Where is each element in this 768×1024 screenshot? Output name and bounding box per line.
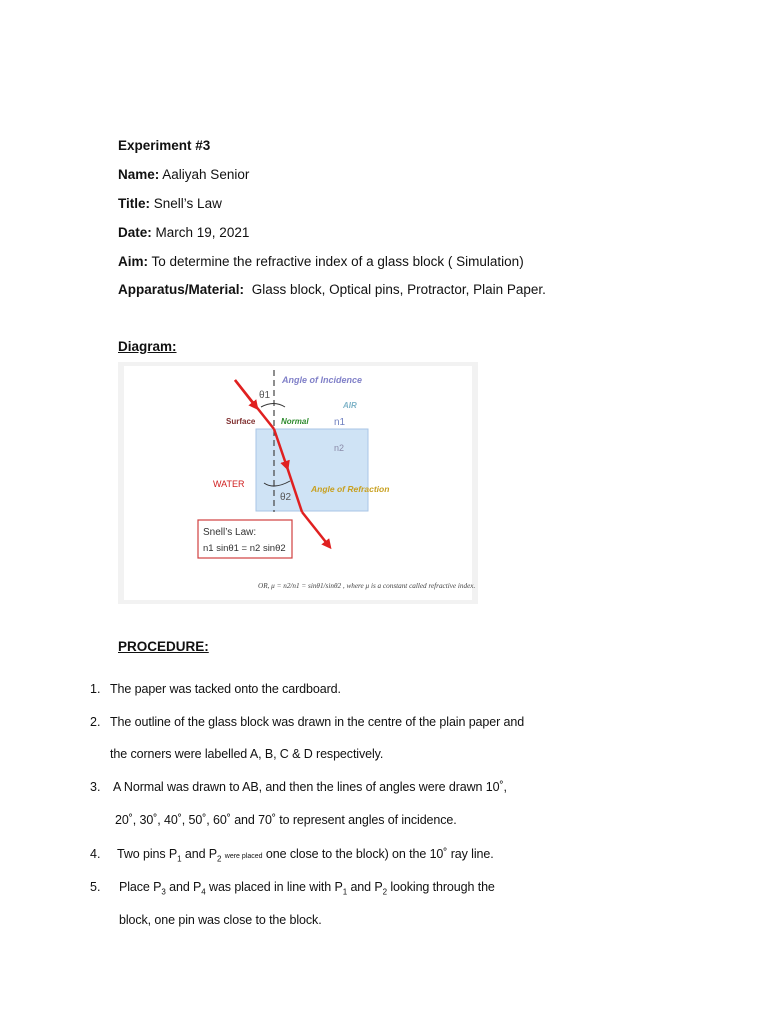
- step-1-text: The paper was tacked onto the cardboard.: [110, 682, 341, 696]
- date-line: [118, 224, 249, 242]
- angle-refraction-label: Angle of Refraction: [311, 484, 390, 494]
- apparatus-value: Glass block, Optical pins, Protractor, Plain Paper.: [251, 282, 546, 297]
- step-5-number: 5.: [90, 880, 101, 894]
- title-label: Title:: [118, 196, 151, 211]
- step-2-number: 2.: [90, 715, 101, 729]
- date-label: Date:: [118, 225, 152, 240]
- apparatus-line: [118, 281, 546, 299]
- procedure-heading: [118, 638, 209, 656]
- step-5-text-b: block, one pin was close to the block.: [119, 913, 322, 927]
- water-block: [256, 429, 368, 511]
- apparatus-label: Apparatus/Material:: [118, 282, 245, 297]
- angle-incidence-label: Angle of Incidence: [282, 375, 363, 385]
- step-4-text: Two pins $P_1$ and $P_2$ were placed one close to the block) on the 10˚ ray line.: [117, 847, 494, 864]
- n1-label: n1: [334, 417, 346, 428]
- surface-label: Surface: [226, 417, 256, 426]
- step-3-number: 3.: [90, 780, 101, 794]
- step-4-small-text: were placed: [224, 853, 263, 860]
- name-value: Aaliyah Senior: [162, 167, 250, 182]
- step-3-text-b: 20˚, 30˚, 40˚, 50˚, 60˚ and 70˚ to represent angles of incidence.: [115, 813, 457, 827]
- step-2-text-b: the corners were labelled A, B, C & D respectively.: [110, 747, 384, 761]
- aim-value: To determine the refractive index of a glass block ( Simulation): [151, 254, 524, 269]
- step-4-number: 4.: [90, 847, 101, 861]
- step-1-number: 1.: [90, 682, 101, 696]
- water-label: WATER: [213, 479, 245, 489]
- title-line: [118, 195, 222, 213]
- snells-law-formula: n1 sinθ1 = n2 sinθ2: [203, 543, 286, 554]
- title-value: Snell’s Law: [153, 196, 222, 211]
- name-label: Name:: [118, 167, 160, 182]
- diagram-heading: [118, 338, 177, 356]
- diagram-heading-text: Diagram:: [118, 339, 177, 354]
- experiment-label: Experiment #3: [118, 138, 211, 153]
- step-2-text-a: The outline of the glass block was drawn in the centre of the plain paper and: [110, 715, 525, 729]
- date-value: March 19, 2021: [155, 225, 250, 240]
- experiment-number: [118, 137, 210, 155]
- aim-line: [118, 253, 524, 271]
- procedure-heading-text: PROCEDURE:: [118, 639, 209, 654]
- name-line: [118, 166, 249, 184]
- theta2-label: θ2: [280, 492, 292, 503]
- step-5-text-a: Place $P_3$ and $P_4$ was placed in line with $P_1$ and $P_2$ looking through the: [119, 880, 495, 897]
- snells-law-title: Snell’s Law:: [203, 527, 257, 538]
- theta1-label: θ1: [259, 390, 271, 401]
- air-label: AIR: [343, 401, 357, 410]
- n2-label: n2: [334, 443, 345, 453]
- refractive-index-footnote: OR, μ = n2/n1 = sinθ1/sinθ2 , where μ is a constant called refractive index.: [258, 582, 476, 590]
- normal-label: Normal: [281, 417, 309, 426]
- snells-law-diagram: [118, 362, 478, 604]
- aim-label: Aim:: [118, 254, 148, 269]
- step-3-text-a: A Normal was drawn to AB, and then the lines of angles were drawn 10˚,: [113, 780, 507, 794]
